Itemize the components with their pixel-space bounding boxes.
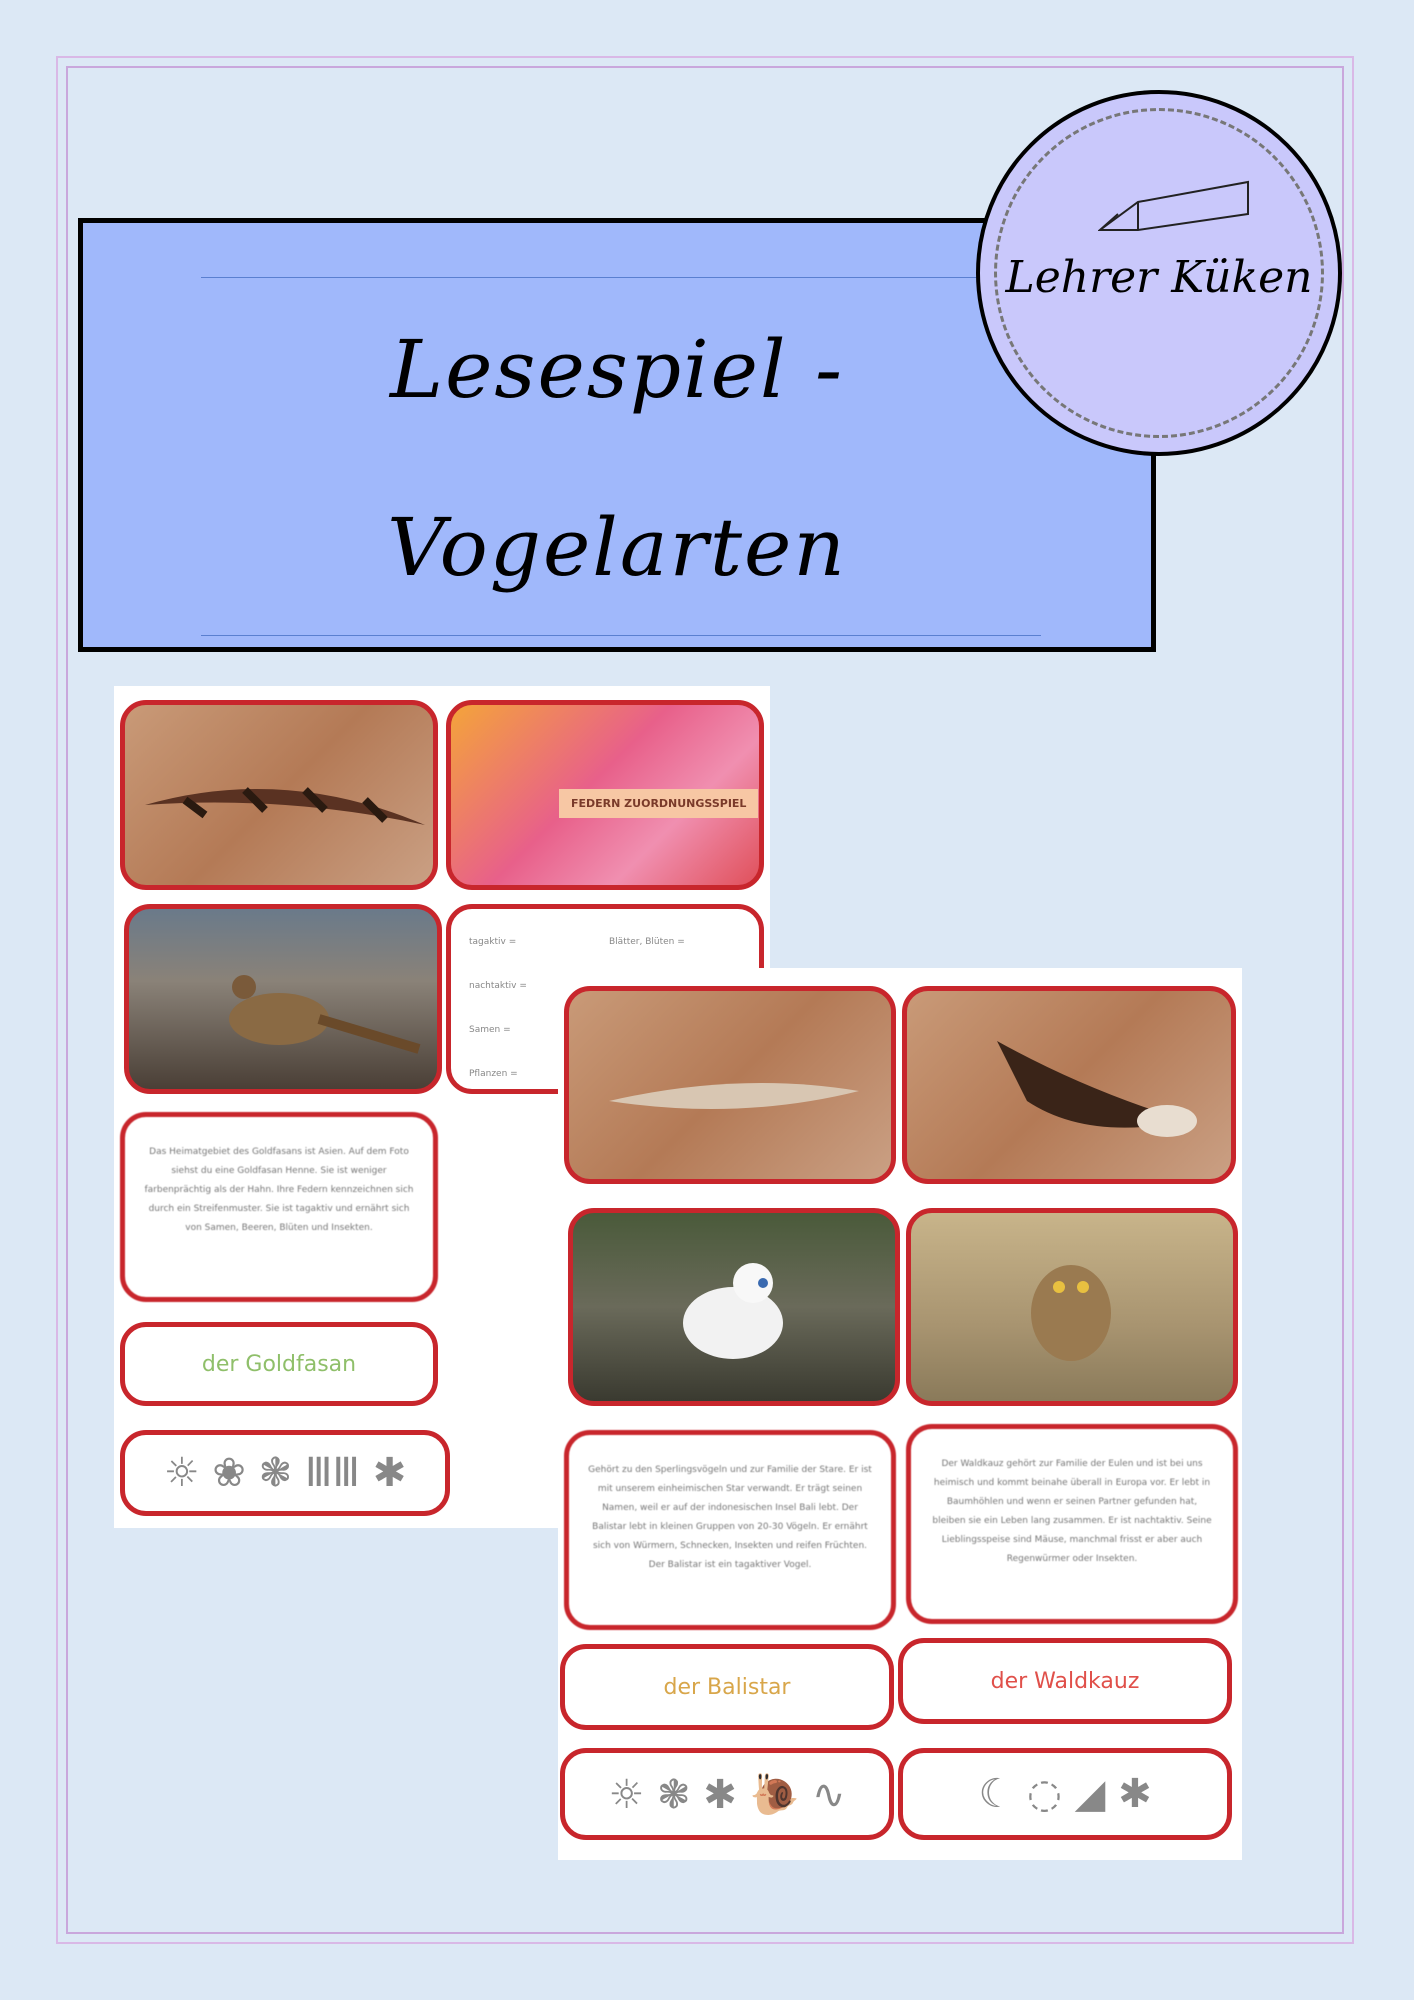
feather-card-1 [120, 700, 438, 890]
title-line-2: Vogelarten [387, 501, 847, 594]
photo-card-waldkauz [906, 1208, 1238, 1406]
legend-night: nachtaktiv = [469, 981, 527, 991]
logo-text: Lehrer Küken [1005, 252, 1313, 303]
feather-image [569, 991, 896, 1184]
legend-seeds: Samen = [469, 1025, 511, 1035]
photo-card-goldfasan [124, 904, 442, 1094]
logo-badge [976, 90, 1342, 456]
legend-blossoms: Blätter, Blüten = [609, 937, 685, 947]
name-card-waldkauz: der Waldkauz [898, 1638, 1232, 1724]
legend-plants: Pflanzen = [469, 1069, 518, 1079]
title-rule-top [201, 277, 1041, 278]
icons-card-waldkauz: ☾ ◌ ◢ ✱ [898, 1748, 1232, 1840]
feather-card-2 [564, 986, 896, 1184]
name-card-goldfasan: der Goldfasan [120, 1322, 438, 1406]
sheet-preview-right [558, 968, 1242, 1860]
description-card-goldfasan: Das Heimatgebiet des Goldfasans ist Asien. Auf dem Foto siehst du eine Goldfasan Henne. Sie ist weniger farbenprächtig als der Hahn. Ihre Federn kennzeichnen sich durch ein Streifenmuster. Sie ist tagaktiv und ernährt sich von Samen, Beeren, Blüten und Insekten. [120, 1112, 438, 1302]
feather-image [125, 705, 438, 890]
overlay-label: FEDERN ZUORDNUNGSSPIEL [559, 789, 758, 818]
photo-card-balistar [568, 1208, 900, 1406]
pheasant-image [129, 909, 442, 1094]
icons-card-balistar: ☼ ❃ ✱ 🐌 ∿ [560, 1748, 894, 1840]
cover-card [446, 700, 764, 890]
name-card-balistar: der Balistar [560, 1644, 894, 1730]
icons-card-goldfasan: ☼ ❀ ❃ ⅢⅢ ✱ [120, 1430, 450, 1516]
title-line-1: Lesespiel - [389, 323, 845, 416]
title-rule-bottom [201, 635, 1041, 636]
feather-image [907, 991, 1236, 1184]
owl-image [911, 1213, 1238, 1406]
description-card-balistar: Gehört zu den Sperlingsvögeln und zur Familie der Stare. Er ist mit unserem einheimischen Star verwandt. Er trägt seinen Namen, weil er auf der indonesischen Insel Bali lebt. Der Balistar lebt in kleinen Gruppen von 20-30 Vögeln. Er ernährt sich von Würmern, Schnecken, Insekten und reifen Früchten. Der Balistar ist ein tagaktiver Vogel. [564, 1430, 896, 1630]
legend-day: tagaktiv = [469, 937, 517, 947]
feather-card-3 [902, 986, 1236, 1184]
balistar-image [573, 1213, 900, 1406]
description-card-waldkauz: Der Waldkauz gehört zur Familie der Eulen und ist bei uns heimisch und kommt beinahe überall in Europa vor. Er lebt in Baumhöhlen und wenn er seinen Partner gefunden hat, bleiben sie ein Leben lang zusammen. Er ist nachtaktiv. Seine Lieblingsspeise sind Mäuse, manchmal frisst er aber auch Regenwürmer oder Insekten. [906, 1424, 1238, 1624]
pencil-icon [1098, 174, 1268, 244]
